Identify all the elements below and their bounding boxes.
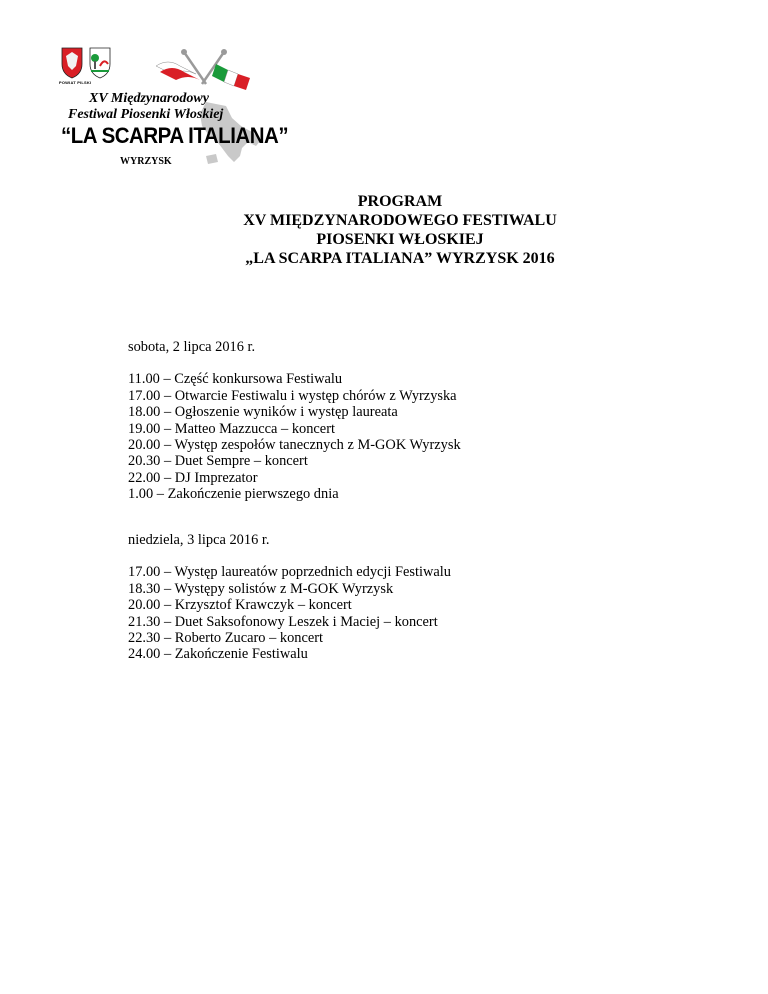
festival-logo [56,44,289,174]
schedule-item: 11.00 – Część konkursowa Festiwalu [128,371,343,388]
schedule-item: 24.00 – Zakończenie Festiwalu [128,646,308,663]
logo-festival-line1: XV Międzynarodowy [89,91,209,106]
schedule-item: 22.30 – Roberto Zucaro – koncert [128,630,324,647]
day-title: niedziela, 3 lipca 2016 r. [128,532,270,548]
schedule-item: 20.00 – Krzysztof Krawczyk – koncert [128,597,352,614]
coats-of-arms [56,44,271,94]
wyrzysk-crest-icon [90,48,110,78]
powiat-crest-icon [62,48,82,78]
schedule-item: 20.00 – Występ zespołów tanecznych z M-GOK Wyrzysk [128,437,461,454]
schedule-item: 18.30 – Występy solistów z M-GOK Wyrzysk [128,580,394,597]
district-label: POWIAT PILSKI [59,80,92,85]
schedule-item: 18.00 – Ogłoszenie wyników i występ laureata [128,404,398,421]
schedule-item: 21.30 – Duet Saksofonowy Leszek i Maciej – koncert [128,613,438,630]
day-schedule-sunday [128,532,451,663]
schedule-item: 22.00 – DJ Imprezator [128,469,258,486]
heading-line-3: PIOSENKI WŁOSKIEJ [316,231,484,248]
italian-flag-icon [212,64,250,90]
heading-line-2: XV MIĘDZYNARODOWEGO FESTIWALU [243,212,557,229]
logo-brand: “LA SCARPA ITALIANA” [61,123,289,148]
schedule-item: 1.00 – Zakończenie pierwszego dnia [128,486,339,503]
program-heading [0,192,768,268]
schedule-item: 19.00 – Matteo Mazzucca – koncert [128,420,335,437]
schedule-item: 17.00 – Otwarcie Festiwalu i występ chórów z Wyrzyska [128,387,457,404]
logo-festival-line2: Festiwal Piosenki Włoskiej [68,107,224,122]
schedule-item: 20.30 – Duet Sempre – koncert [128,453,308,470]
heading-line-1: PROGRAM [357,193,443,210]
logo-town: WYRZYSK [120,156,172,167]
day-schedule-saturday [128,339,461,503]
schedule-item: 17.00 – Występ laureatów poprzednich edycji Festiwalu [128,564,451,581]
heading-line-4: „LA SCARPA ITALIANA” WYRZYSK 2016 [245,250,555,267]
day-title: sobota, 2 lipca 2016 r. [128,339,256,355]
